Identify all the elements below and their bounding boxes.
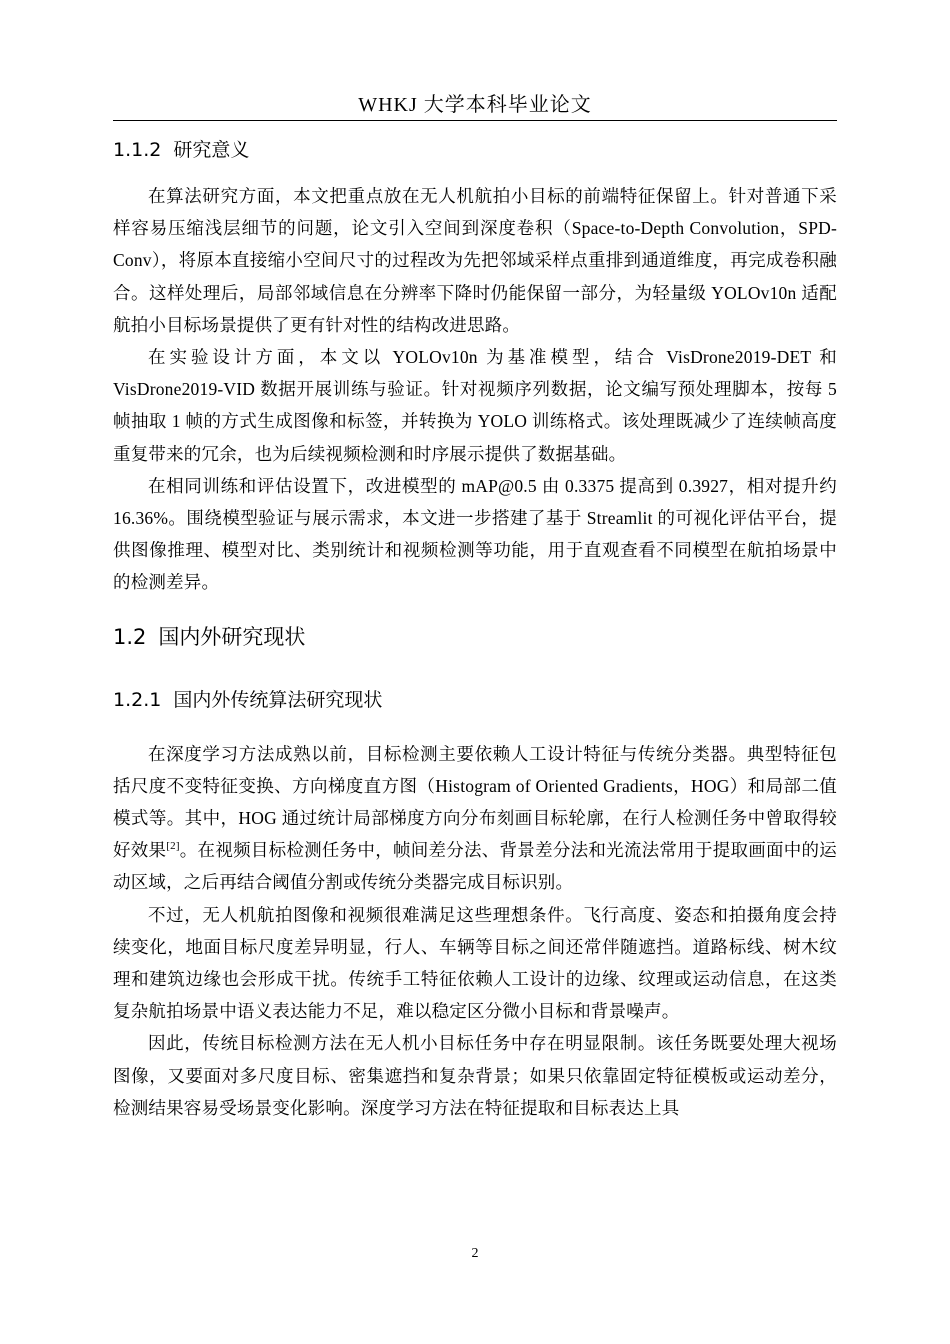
- section-title: 研究意义: [173, 139, 250, 161]
- running-header: WHKJ 大学本科毕业论文: [358, 94, 592, 116]
- paragraph: 在相同训练和评估设置下，改进模型的 mAP@0.5 由 0.3375 提高到 0.3927，相对提升约 16.36%。围绕模型验证与展示需求，本文进一步搭建了基于 Streamlit 的可视化评估平台，提供图像推理、模型对比、类别统计和视频检测等功能，用于直观查看不同模型在航拍场景中的检测差异。: [113, 475, 837, 593]
- paragraph: 在算法研究方面，本文把重点放在无人机航拍小目标的前端特征保留上。针对普通下采样容易压缩浅层细节的问题，论文引入空间到深度卷积（Space-to-Depth Convolution，SPD-Conv），将原本直接缩小空间尺寸的过程改为先把邻域采样点重排到通道维度，再完成卷积融合。这样处理后，局部邻域信息在分辨率下降时仍能保留一部分，为轻量级 YOLOv10n 适配航拍小目标场景提供了更有针对性的结构改进思路。: [113, 186, 837, 335]
- paragraph: [113, 738, 837, 899]
- page-body: [113, 130, 837, 1124]
- section-heading-1-2-1: [113, 680, 837, 720]
- paragraph: 因此，传统目标检测方法在无人机小目标任务中存在明显限制。该任务既要处理大视场图像，又要面对多尺度目标、密集遮挡和复杂背景；如果只依靠固定特征模板或运动差分，检测结果容易受场景变化影响。深度学习方法在特征提取和目标表达上具: [113, 1033, 837, 1118]
- section-number: 1.2.1: [113, 688, 162, 711]
- page-number: 2: [471, 1246, 479, 1261]
- section-number: 1.1.2: [113, 139, 162, 161]
- header-rule: [113, 120, 837, 121]
- citation-ref[interactable]: [2]: [166, 840, 180, 853]
- section-heading-1-1-2: [113, 130, 837, 170]
- section-heading-1-2: [113, 617, 837, 657]
- paragraph: 不过，无人机航拍图像和视频很难满足这些理想条件。飞行高度、姿态和拍摄角度会持续变化，地面目标尺度差异明显，行人、车辆等目标之间还常伴随遮挡。道路标线、树木纹理和建筑边缘也会形成干扰。传统手工特征依赖人工设计的边缘、纹理或运动信息，在这类复杂航拍场景中语义表达能力不足，难以稳定区分微小目标和背景噪声。: [113, 904, 837, 1022]
- section-number: 1.2: [113, 624, 147, 649]
- paragraph-text: 在深度学习方法成熟以前，目标检测主要依赖人工设计特征与传统分类器。典型特征包括尺度不变特征变换、方向梯度直方图（Histogram of Oriented Gradients，HOG）和局部二值模式等。其中，HOG 通过统计局部梯度方向分布刻画目标轮廓，在行人检测任务中曾取得较好效果: [113, 743, 837, 861]
- section-title: 国内外研究现状: [158, 624, 306, 649]
- section-title: 国内外传统算法研究现状: [173, 688, 383, 711]
- paragraph-text: 。在视频目标检测任务中，帧间差分法、背景差分法和光流法常用于提取画面中的运动区域，之后再结合阈值分割或传统分类器完成目标识别。: [113, 840, 837, 893]
- paragraph: 在实验设计方面，本文以 YOLOv10n 为基准模型，结合 VisDrone2019-DET 和 VisDrone2019-VID 数据开展训练与验证。针对视频序列数据，论文编写预处理脚本，按每 5 帧抽取 1 帧的方式生成图像和标签，并转换为 YOLO 训练格式。该处理既减少了连续帧高度重复带来的冗余，也为后续视频检测和时序展示提供了数据基础。: [113, 347, 837, 464]
